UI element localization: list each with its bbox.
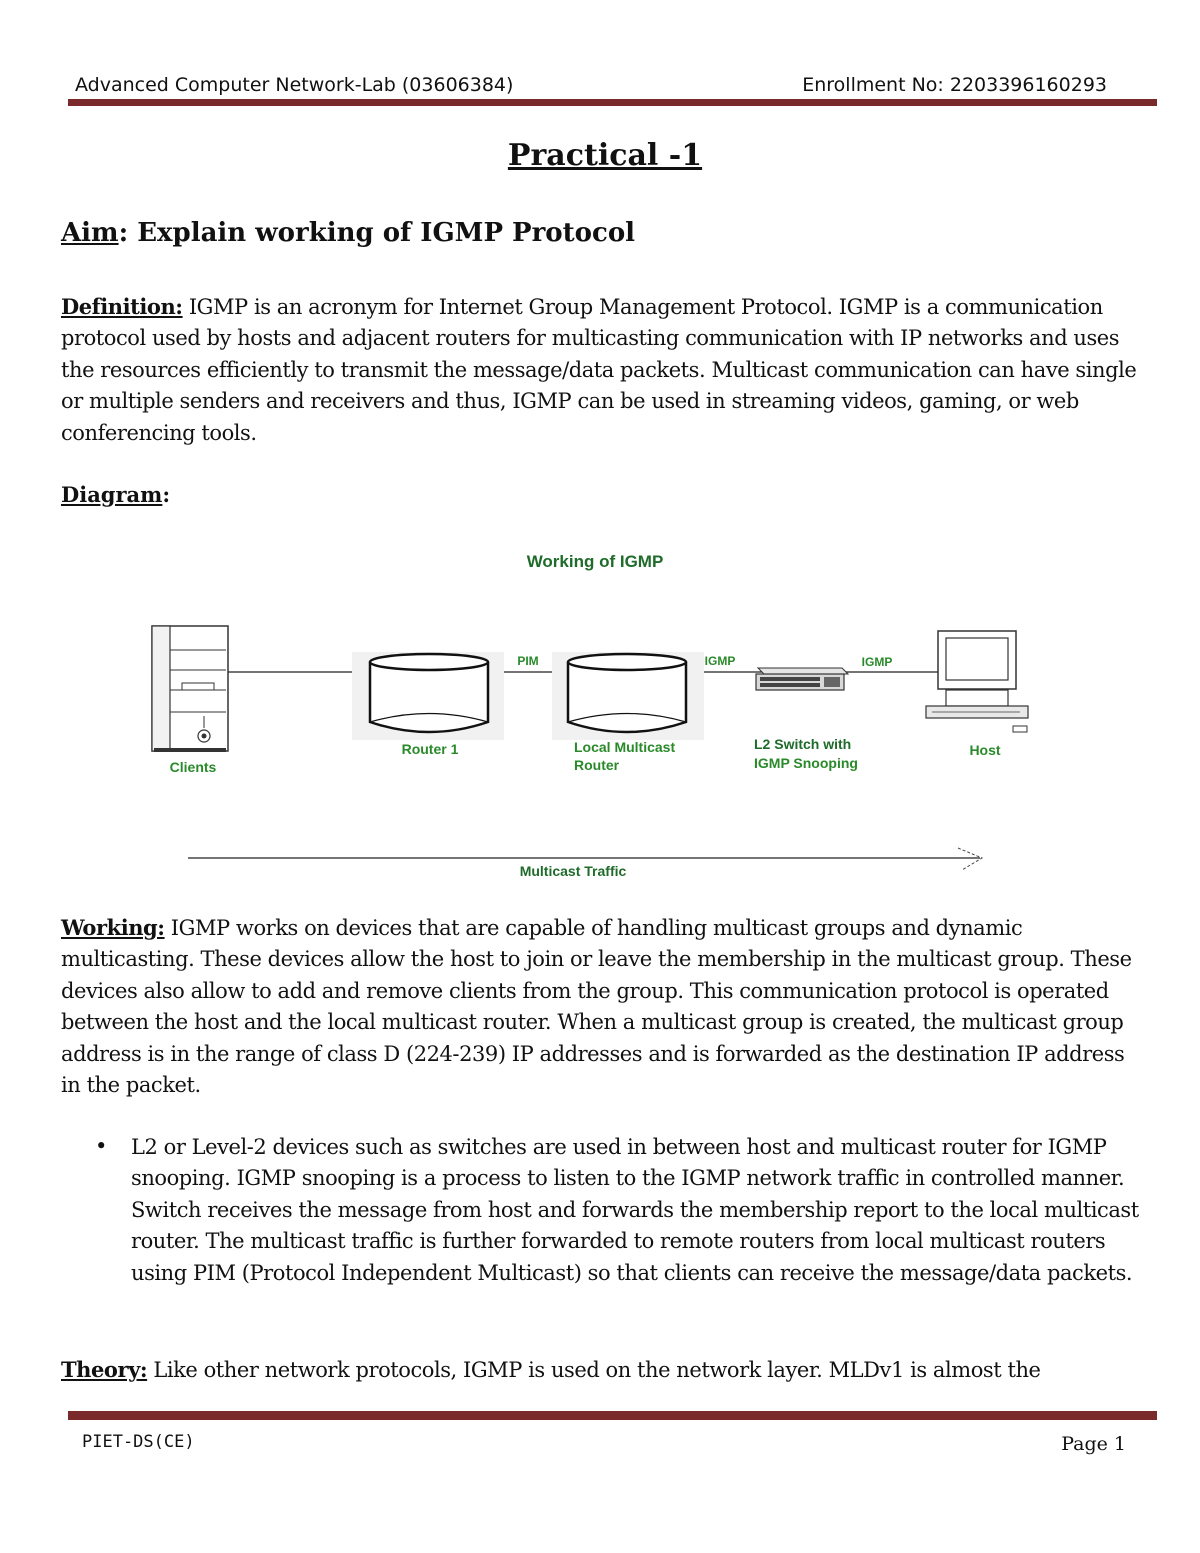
multicast-traffic-label: Multicast Traffic <box>519 863 627 879</box>
router-1-label: Router 1 <box>401 741 459 757</box>
definition-text: IGMP is an acronym for Internet Group Management Protocol. IGMP is a communication protocol used by hosts and adjacent routers for multicasting communication with IP networks and uses the resources efficiently to transmit the message/data packets. Multicast communication can have single or multiple senders and receivers and thus, IGMP can be used in streaming videos, gaming, or web conferencing tools. <box>61 295 1137 445</box>
igmp-link-label-2: IGMP <box>861 655 893 669</box>
l2-switch-icon <box>756 668 848 690</box>
host-computer-icon <box>926 631 1028 732</box>
theory-paragraph <box>61 1354 1146 1386</box>
page-number: Page 1 <box>1061 1433 1126 1455</box>
bullet-icon: • <box>95 1134 108 1158</box>
local-router-label-line1: Local Multicast <box>574 739 676 755</box>
footer-institute: PIET-DS(CE) <box>82 1432 195 1452</box>
theory-label: Theory: <box>61 1357 148 1382</box>
bullet-item: L2 or Level-2 devices such as switches are used in between host and multicast router for IGMP snooping. IGMP snooping is a process to listen to the IGMP network traffic in controlled manner. Switch receives the message from host and forwards the membership report to the local multicast router. The multicast traffic is further forwarded to remote routers from local multicast routers using PIM (Protocol Independent Multicast) so that clients can receive the message/data packets. <box>131 1135 1139 1285</box>
page-title: Practical -1 <box>507 138 703 173</box>
header-enrollment: Enrollment No: 2203396160293 <box>802 74 1107 96</box>
local-router-label-line2: Router <box>574 757 620 773</box>
header-course: Advanced Computer Network-Lab (03606384) <box>75 74 514 96</box>
clients-computer-icon <box>152 626 228 752</box>
pim-link-label: PIM <box>517 654 539 668</box>
aim-text: : Explain working of IGMP Protocol <box>118 218 636 248</box>
diagram-title: Working of IGMP <box>526 552 664 571</box>
working-paragraph <box>61 912 1146 1101</box>
switch-label-line2: IGMP Snooping <box>754 755 858 771</box>
router-1-icon <box>352 652 504 740</box>
host-label: Host <box>969 742 1001 758</box>
footer-rule <box>68 1411 1157 1420</box>
aim-label: Aim <box>61 218 119 248</box>
theory-text: Like other network protocols, IGMP is used on the network layer. MLDv1 is almost the <box>147 1358 1041 1382</box>
diagram-label-colon: : <box>162 482 171 507</box>
clients-label: Clients <box>169 759 217 775</box>
working-label: Working: <box>61 915 165 940</box>
working-text: IGMP works on devices that are capable of handling multicast groups and dynamic multicasting. These devices allow the host to join or leave the membership in the multicast group. These devices also allow to add and remove clients from the group. This communication protocol is operated between the host and the local multicast router. When a multicast group is created, the multicast group address is in the range of class D (224-239) IP addresses and is forwarded as the destination IP address in the packet. <box>61 916 1132 1098</box>
arrow-head-icon <box>958 848 982 870</box>
switch-label-line1: L2 Switch with <box>754 736 852 752</box>
definition-label: Definition: <box>61 294 183 319</box>
diagram-label: Diagram <box>61 482 163 507</box>
local-multicast-router-icon <box>552 652 704 740</box>
igmp-link-label-1: IGMP <box>704 654 736 668</box>
